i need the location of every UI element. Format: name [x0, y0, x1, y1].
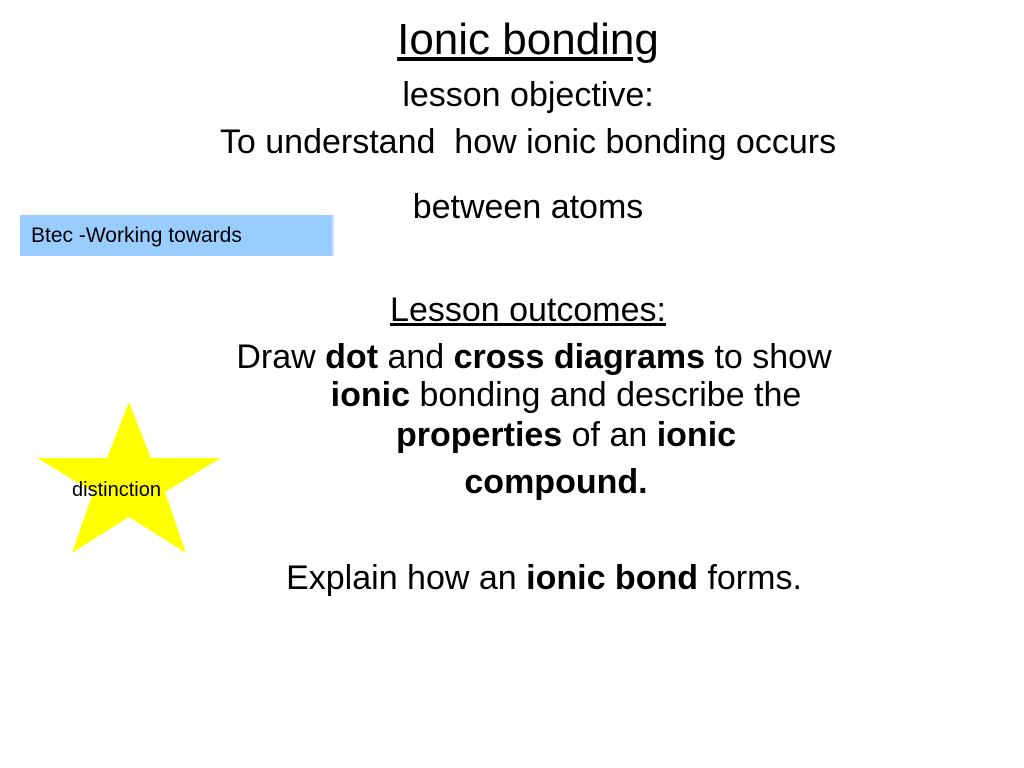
lesson-objective-line-1: To understand how ionic bonding occurs	[219, 123, 837, 161]
text-run: and	[378, 338, 454, 376]
text-run: Draw	[236, 338, 326, 376]
bold-run: cross diagrams	[453, 338, 705, 376]
text-run: forms.	[698, 559, 802, 597]
bold-run: dot	[325, 338, 379, 376]
text-run: of an	[562, 416, 657, 454]
lesson-objective-label: lesson objective:	[402, 76, 654, 114]
bold-run: ionic	[656, 416, 737, 454]
distinction-star	[34, 400, 224, 555]
text-run: bonding and describe the	[410, 376, 802, 414]
slide-title: Ionic bonding	[397, 15, 659, 64]
distinction-label: distinction	[72, 479, 161, 501]
lesson-outcomes-heading: Lesson outcomes:	[390, 291, 666, 329]
text-run: to show	[705, 338, 832, 376]
outcome-2	[32, 558, 1024, 598]
bold-run: ionic bond	[526, 559, 698, 597]
text-run: Explain how an	[286, 559, 527, 597]
lesson-objective-line-2: between atoms	[412, 188, 644, 226]
outcome-1-line-1	[22, 338, 1024, 376]
btec-badge-label: Btec -Working towards	[31, 224, 242, 247]
bold-run: ionic	[330, 376, 411, 414]
btec-working-towards-badge	[20, 215, 334, 256]
bold-run: properties	[395, 416, 563, 454]
bold-run: compound.	[464, 463, 648, 501]
